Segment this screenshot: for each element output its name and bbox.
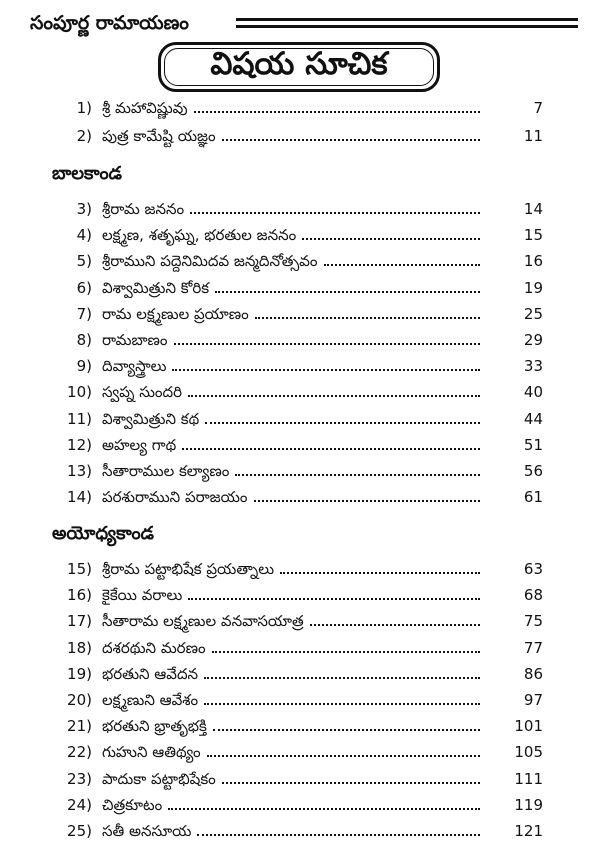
entry-title: దివ్యాస్త్రాలు [102, 357, 167, 376]
dot-leader [255, 317, 480, 319]
entry-number: 4) [76, 226, 92, 245]
entry-title: భరతుని ఆవేదన [102, 664, 199, 683]
section-heading: అయోధ్యకాండ [52, 523, 155, 544]
entry-page-number: 7 [533, 99, 543, 117]
toc-entry [0, 766, 600, 792]
toc-entry [0, 406, 600, 432]
entry-title: పుత్ర కామేష్టి యజ్ఞం [102, 127, 216, 145]
toc-entry [0, 123, 600, 149]
entry-title: కైకేయి వరాలు [102, 586, 183, 605]
dot-leader [280, 572, 480, 574]
dot-leader [204, 703, 480, 705]
toc-entry [0, 196, 600, 222]
toc-entry [0, 301, 600, 327]
entry-title: భరతుని భ్రాతృభక్తి [102, 717, 207, 736]
entry-number: 18) [67, 638, 92, 657]
dot-leader [168, 808, 480, 810]
entry-page-number: 121 [514, 822, 543, 840]
entry-number: 17) [67, 612, 92, 631]
toc-entry [0, 635, 600, 661]
entry-page-number: 75 [523, 612, 543, 631]
entry-page-number: 29 [523, 331, 543, 349]
entry-page-number: 101 [514, 717, 543, 736]
entry-page-number: 77 [523, 638, 543, 657]
entry-number: 11) [67, 409, 92, 428]
entry-number: 14) [67, 488, 92, 507]
entry-page-number: 111 [514, 769, 543, 788]
entry-title: దశరథుని మరణం [102, 638, 206, 657]
entry-title: శ్రీరామ పట్టాభిషేక ప్రయత్నాలు [102, 560, 275, 578]
entry-page-number: 51 [523, 435, 543, 454]
entry-number: 5) [76, 252, 92, 271]
toc-entry [0, 661, 600, 687]
page-header [30, 10, 578, 38]
book-title: సంపూర్ణ రామాయణం [30, 12, 189, 34]
toc-entry [0, 484, 600, 510]
entry-page-number: 63 [523, 560, 543, 578]
toc-entry [0, 713, 600, 739]
dot-leader [222, 139, 480, 141]
entry-title: శ్రీరాముని పద్దెనిమిదవ జన్మదినోత్సవం [102, 252, 318, 271]
entry-title: స్వప్న సుందరి [102, 383, 183, 402]
toc-entry [0, 582, 600, 608]
entry-number: 3) [76, 200, 92, 218]
entry-title: గుహుని ఆతిథ్యం [102, 743, 201, 762]
entry-title: రామబాణం [102, 331, 168, 349]
section-heading: బాలకాండ [52, 163, 122, 184]
entry-page-number: 68 [523, 586, 543, 605]
entry-title: లక్ష్మణ, శతృఘ్న, భరతుల జననం [102, 226, 297, 245]
entry-number: 8) [76, 331, 92, 349]
dot-leader [188, 598, 480, 600]
entry-number: 21) [67, 717, 92, 736]
entry-number: 12) [67, 435, 92, 454]
entry-page-number: 86 [523, 664, 543, 683]
toc-entry [0, 275, 600, 301]
toc-entry [0, 818, 600, 844]
entry-number: 19) [67, 664, 92, 683]
entry-title: విశ్వామిత్రుని కోరిక [102, 278, 210, 297]
dot-leader [324, 264, 480, 266]
entry-number: 20) [67, 691, 92, 709]
entry-number: 16) [67, 586, 92, 605]
entry-title: శ్రీరామ జననం [102, 200, 185, 218]
toc-entry [0, 353, 600, 379]
entry-title: చిత్రకూటం [102, 795, 163, 814]
dot-leader [174, 343, 480, 345]
dot-leader [235, 474, 480, 476]
dot-leader [215, 291, 480, 293]
toc-entry [0, 556, 600, 582]
entry-page-number: 56 [523, 462, 543, 480]
entry-title: అహల్య గాథ [102, 435, 177, 454]
entry-page-number: 16 [523, 252, 543, 271]
dot-leader [188, 395, 480, 397]
toc-entry [0, 379, 600, 405]
toc-entry [0, 458, 600, 484]
entry-page-number: 15 [523, 226, 543, 245]
entry-page-number: 19 [523, 278, 543, 297]
entry-page-number: 25 [523, 304, 543, 323]
dot-leader [302, 238, 480, 240]
entry-number: 24) [67, 795, 92, 814]
toc-heading-box [158, 42, 440, 92]
entry-title: రామ లక్ష్మణుల ప్రయాణం [102, 304, 249, 323]
toc-entry [0, 95, 600, 121]
header-rule [236, 18, 578, 28]
dot-leader [190, 212, 480, 214]
dot-leader [194, 111, 480, 113]
dot-leader [197, 834, 480, 836]
dot-leader [204, 677, 480, 679]
entry-title: సతీ అనసూయ [102, 822, 192, 840]
entry-number: 22) [67, 743, 92, 762]
entry-number: 25) [67, 822, 92, 840]
entry-number: 7) [76, 304, 92, 323]
entry-title: సీతారామ లక్ష్మణుల వనవాసయాత్ర [102, 612, 304, 631]
entry-page-number: 33 [523, 357, 543, 376]
dot-leader [182, 448, 480, 450]
entry-number: 2) [76, 127, 92, 145]
toc-entry [0, 792, 600, 818]
entry-page-number: 105 [514, 743, 543, 762]
entry-title: పాదుకా పట్టాభిషేకం [102, 769, 216, 788]
dot-leader [222, 782, 480, 784]
entry-page-number: 40 [523, 383, 543, 402]
dot-leader [310, 624, 480, 626]
toc-entry [0, 248, 600, 274]
entry-page-number: 11 [523, 127, 543, 145]
entry-number: 1) [76, 99, 92, 117]
toc-entry [0, 739, 600, 765]
entry-page-number: 14 [523, 200, 543, 218]
entry-title: శ్రీ మహావిష్ణువు [102, 99, 188, 117]
entry-number: 23) [67, 769, 92, 788]
dot-leader [172, 369, 480, 371]
entry-number: 10) [67, 383, 92, 402]
entry-page-number: 61 [523, 488, 543, 507]
entry-title: లక్ష్మణుని ఆవేశం [102, 691, 199, 709]
toc-heading: విషయ సూచిక [210, 45, 388, 82]
toc-entry [0, 432, 600, 458]
entry-number: 13) [67, 462, 92, 480]
dot-leader [254, 500, 480, 502]
entry-title: విశ్వామిత్రుని కథ [102, 409, 200, 428]
entry-number: 9) [76, 357, 92, 376]
dot-leader [207, 755, 480, 757]
dot-leader [213, 729, 480, 731]
entry-page-number: 119 [514, 795, 543, 814]
entry-title: సీతారాముల కల్యాణం [102, 462, 230, 480]
entry-number: 15) [67, 560, 92, 578]
dot-leader [205, 422, 480, 424]
toc-entry [0, 222, 600, 248]
toc-entry [0, 687, 600, 713]
dot-leader [212, 651, 480, 653]
entry-title: పరశురాముని పరాజయం [102, 488, 248, 507]
entry-page-number: 97 [523, 691, 543, 709]
entry-page-number: 44 [523, 409, 543, 428]
entry-number: 6) [76, 278, 92, 297]
toc-entry [0, 608, 600, 634]
toc-entry [0, 327, 600, 353]
